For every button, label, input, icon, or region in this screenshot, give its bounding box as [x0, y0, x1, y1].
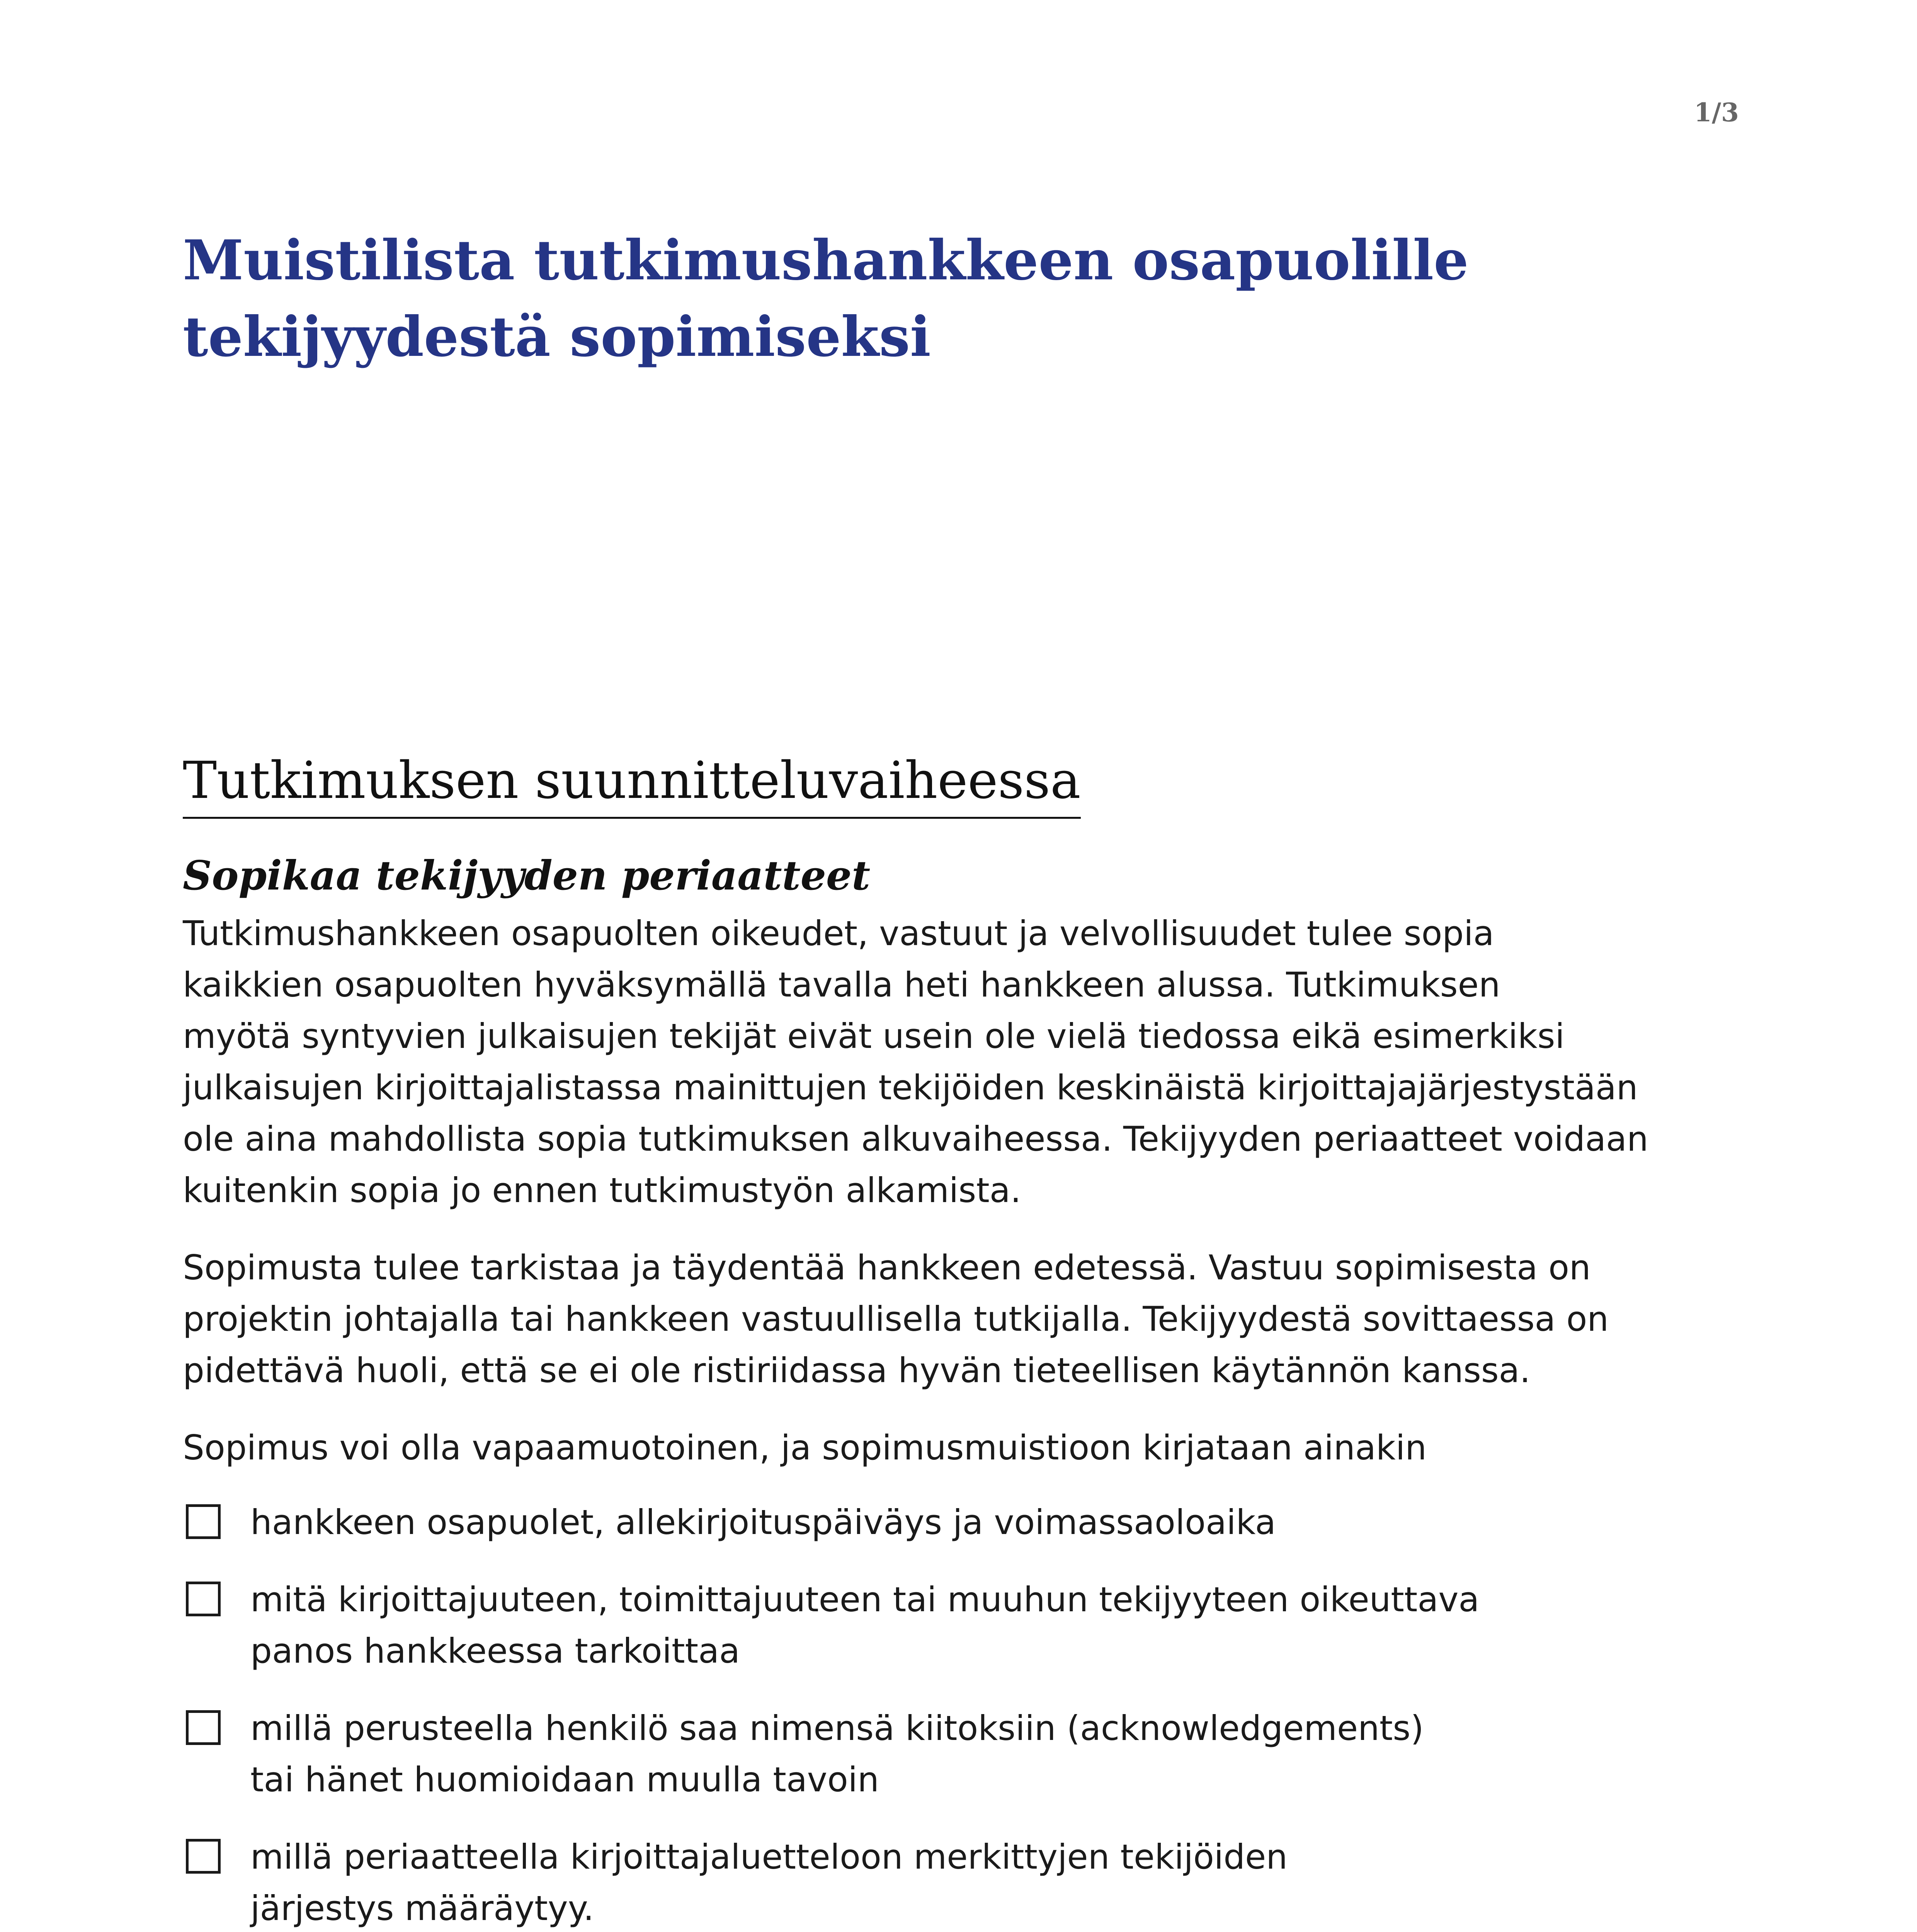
text-line: kuitenkin sopia jo ennen tutkimustyön alkamista.: [183, 1170, 1021, 1210]
text-line: järjestys määräytyy.: [250, 1888, 594, 1928]
subsection-heading-principles: Sopikaa tekijyyden periaatteet: [183, 852, 871, 899]
text-line: hankkeen osapuolet, allekirjoituspäiväys ja voimassaoloaika: [250, 1502, 1276, 1542]
text-line: Sopimus voi olla vapaamuotoinen, ja sopimusmuistioon kirjataan ainakin: [183, 1428, 1427, 1468]
checklist: [183, 1497, 1651, 1932]
checklist-item: [183, 1497, 1651, 1548]
paragraph-rights: [183, 908, 1651, 1216]
title-line: Muistilista tutkimushankkeen osapuolille: [183, 228, 1469, 293]
checklist-item-text: [250, 1702, 1651, 1805]
text-line: ole aina mahdollista sopia tutkimuksen alkuvaiheessa. Tekijyyden periaatteet voidaan: [183, 1119, 1648, 1159]
title-line: tekijyydestä sopimiseksi: [183, 305, 931, 369]
page-number: 1/3: [1694, 97, 1739, 128]
text-line: panos hankkeessa tarkoittaa: [250, 1631, 740, 1671]
text-line: millä perusteella henkilö saa nimensä kiitoksiin (acknowledgements): [250, 1708, 1424, 1748]
checklist-item-text: [250, 1831, 1651, 1932]
text-line: kaikkien osapuolten hyväksymällä tavalla heti hankkeen alussa. Tutkimuksen: [183, 965, 1500, 1005]
text-line: julkaisujen kirjoittajalistassa mainittujen tekijöiden keskinäistä kirjoittajajärjestystään: [183, 1068, 1638, 1107]
text-line: Tutkimushankkeen osapuolten oikeudet, vastuut ja velvollisuudet tulee sopia: [183, 913, 1494, 953]
text-line: myötä syntyvien julkaisujen tekijät eivät usein ole vielä tiedossa eikä esimerkiksi: [183, 1016, 1565, 1056]
checkbox[interactable]: [186, 1839, 221, 1874]
text-line: pidettävä huoli, että se ei ole ristiriidassa hyvän tieteellisen käytännön kanssa.: [183, 1350, 1531, 1390]
checklist-item: [183, 1574, 1651, 1677]
checklist-item-text: [250, 1497, 1651, 1548]
checkbox[interactable]: [186, 1582, 221, 1616]
text-line: millä periaatteella kirjoittajaluetteloon merkittyjen tekijöiden: [250, 1837, 1288, 1877]
page-title: [183, 222, 1613, 375]
checklist-item: [183, 1831, 1651, 1932]
text-line: Sopimusta tulee tarkistaa ja täydentää hankkeen edetessä. Vastuu sopimisesta on: [183, 1248, 1591, 1287]
text-line: mitä kirjoittajuuteen, toimittajuuteen tai muuhun tekijyyteen oikeuttava: [250, 1580, 1480, 1619]
paragraph-review: [183, 1242, 1651, 1396]
paragraph-agreement-intro: [183, 1422, 1651, 1473]
checklist-item: [183, 1702, 1651, 1805]
checklist-item-text: [250, 1574, 1651, 1677]
text-line: tai hänet huomioidaan muulla tavoin: [250, 1760, 879, 1799]
checkbox[interactable]: [186, 1504, 221, 1539]
text-line: projektin johtajalla tai hankkeen vastuullisella tutkijalla. Tekijyydestä sovittaessa on: [183, 1299, 1609, 1339]
section-heading: Tutkimuksen suunnitteluvaiheessa: [183, 750, 1081, 819]
checkbox[interactable]: [186, 1710, 221, 1745]
document-body: [183, 750, 1651, 1932]
